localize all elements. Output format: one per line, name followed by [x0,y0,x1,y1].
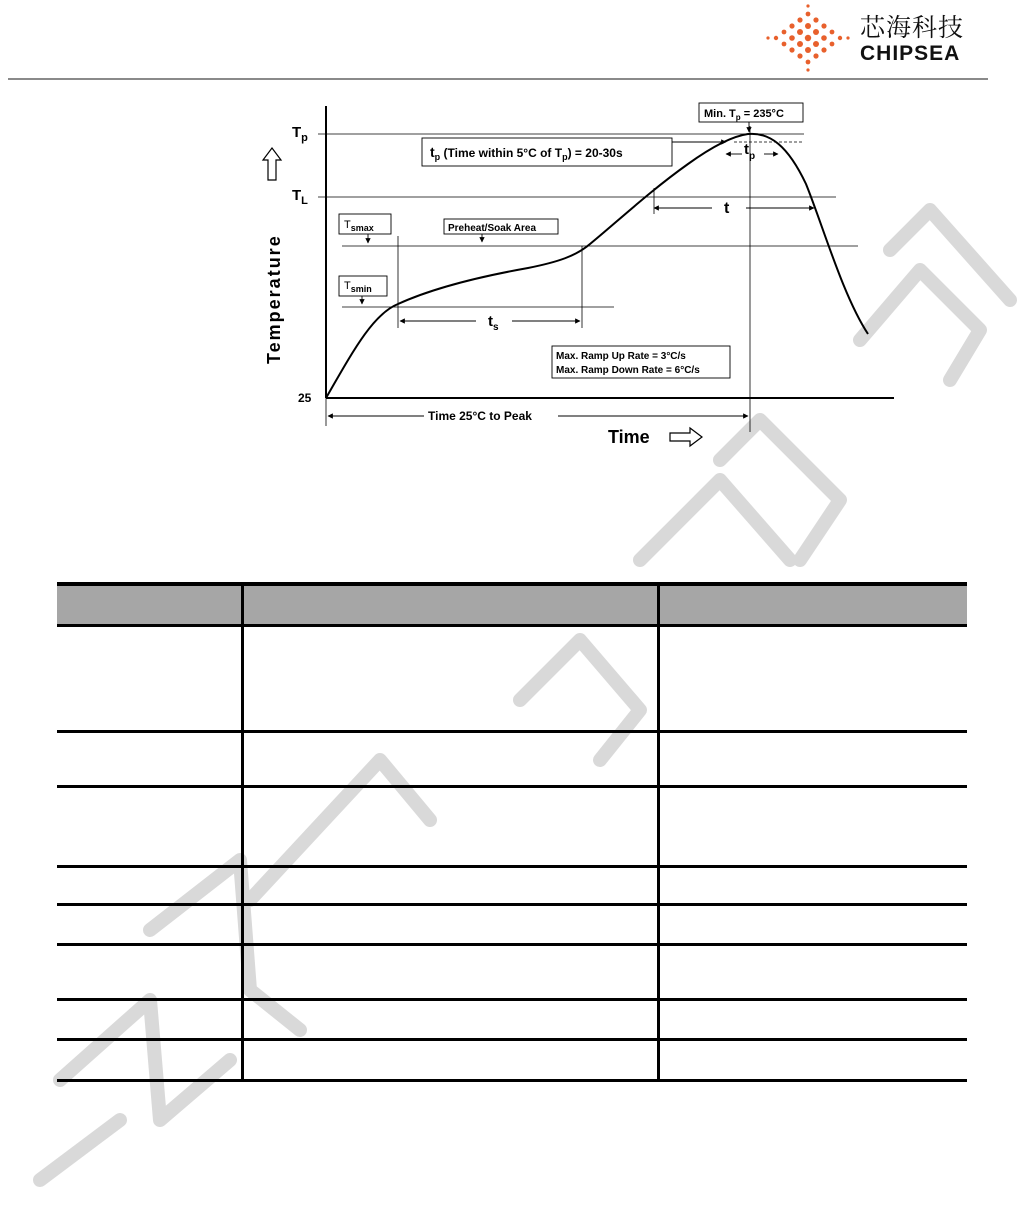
table-cell [659,732,968,787]
y-axis-title: Temperature [264,234,284,364]
tp-duration-label: $t_p$ (Time within 5°C of $T_p) = 20-30s$ [430,144,623,162]
ramp-down-label: Max. Ramp Down Rate = 6°C/s [556,365,700,376]
table-row [57,867,967,905]
tp-level-label: $T_p$ [292,124,308,144]
table-header-row [57,584,967,626]
tp-dim-label: $t_p$ [744,141,756,162]
table-row [57,945,967,1000]
table-cell [57,905,243,945]
table-cell [243,732,659,787]
x-axis-arrow-icon [670,428,702,446]
table-cell [57,1000,243,1040]
table-cell [243,787,659,867]
reflow-parameter-table [57,582,967,1082]
table-cell [243,626,659,732]
chipsea-dot-mark [762,2,858,74]
table-row [57,1040,967,1081]
table-row [57,1000,967,1040]
table-cell [659,945,968,1000]
table-cell [243,1040,659,1081]
table-cell [57,945,243,1000]
y-tick-25: 25 [298,391,312,405]
table-cell [659,787,968,867]
preheat-label: Preheat/Soak Area [448,223,537,234]
table-cell [57,1040,243,1081]
table-cell [57,867,243,905]
y-axis-arrow-icon [263,148,281,180]
tl-level-label: $T_L$ [292,187,308,207]
table-cell [659,1040,968,1081]
tsmax-label: $T_{smax}$ [344,219,374,233]
table-cell [243,945,659,1000]
table-cell [57,626,243,732]
time-to-peak-label: Time 25°C to Peak [428,409,532,423]
chipsea-logo [762,2,1012,74]
table-cell [659,905,968,945]
table-cell [243,867,659,905]
ramp-up-label: Max. Ramp Up Rate = 3°C/s [556,351,686,362]
tsmin-label: $T_{smin}$ [344,280,372,294]
table-row [57,787,967,867]
table-cell [659,1000,968,1040]
header-cell [57,584,243,626]
ts-label: $t_s$ [488,313,499,333]
header-cell [659,584,968,626]
table-cell [57,787,243,867]
min-tp-label: Min. $T_p = 235^\circ C$ [704,108,784,122]
x-axis-title: Time [608,427,650,447]
table-row [57,732,967,787]
reflow-profile-chart [258,96,898,456]
table-cell [57,732,243,787]
table-row [57,626,967,732]
logo-chinese-name: 芯海科技 [860,14,965,42]
table-cell [243,1000,659,1040]
table-row [57,905,967,945]
table-cell [243,905,659,945]
t-label: t [724,200,730,217]
header-divider [8,78,988,80]
header-cell [243,584,659,626]
table-cell [659,867,968,905]
table-cell [659,626,968,732]
logo-english-name: CHIPSEA [860,42,961,65]
